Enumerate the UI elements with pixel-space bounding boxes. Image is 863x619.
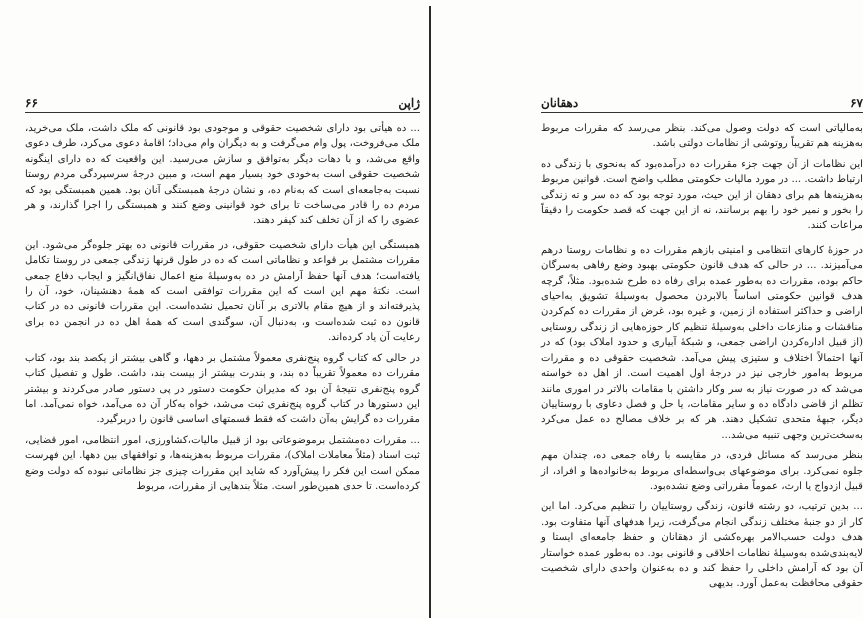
left-page-number: ۶۶: [25, 96, 38, 110]
right-paragraph-4: بنظر می‌رسد که مسائل فردی، در مقایسه با رفاه جمعی ده، چندان مهم جلوه نمی‌کرد. برای موضوعهای بی‌واسطه‌ای مربوط به‌خانواده‌ها و افراد، از قبیل ازدواج یا ارث، عموماً مقرراتی وضع نشده‌بود.: [541, 450, 863, 492]
left-running-head: [25, 92, 420, 113]
left-page: [25, 92, 420, 499]
page-gutter-divider: [429, 6, 431, 618]
right-body-text: [541, 121, 863, 592]
right-paragraph-1: به‌مالیاتی است که دولت وصول می‌کند. بنظر می‌رسد که مقررات مربوط به‌هزینه هم تقریباً روتوشی از نظامات دولتی باشد.: [541, 123, 863, 150]
left-body-text: [25, 121, 420, 494]
left-paragraph-1: ... ده هیأتی بود دارای شخصیت حقوقی و موجودی بود قانونی که ملک داشت، ملک می‌خرید، ملک می‌فروخت، پول وام می‌گرفت و به دیگران وام می‌داد؛ اقامهٔ دعوی می‌کرد، طرف دعوی واقع می‌شد، و با دهات دیگر به‌توافق و سازش می‌رسید. این واقعیت که ده دارای اینگونه شخصیت حقوقی است به‌خودی خود بسیار مهم است، و مبین درجهٔ سرسپردگی مردم روستا نسبت به‌جامعه‌ای است که به‌نام ده، و نشان درجهٔ همبستگی آنان بود. همین همبستگی بود که مردم ده را قادر می‌ساخت تا برای خود قوانینی وضع کنند و همبستگی را اجرا گذارند، و هر عضوی را که از آن تخلف کند کیفر دهند.: [25, 123, 420, 227]
right-page: [541, 92, 863, 597]
right-paragraph-2: این نظامات از آن جهت جزء مقررات ده درآمده‌بود که به‌نحوی با زندگی ده ارتباط داشت. ... در مورد مالیات حکومتی مطلب واضح است. قوانین مربوط به‌هزینه‌ها هم برای دهقان از این حیث، مورد توجه بود که ده سر و ته زندگی‌ را بخور و نمیر خود را بهم برسانند، نه از این جهت که قصد حکومت را دقیقاً مراعات کنند.: [541, 158, 863, 232]
right-running-title: دهقانان: [541, 96, 579, 110]
left-paragraph-2: همبستگی این هیأت دارای شخصیت حقوقی، در مقررات قانونی ده بهتر جلوه‌گر می‌شود. این مقررات مشتمل بر قواعد و نظاماتی است که ده در طول قرنها زندگی جمعی در روستا تکامل یافته‌است؛ هدف آنها حفظ آرامش در ده به‌وسیلهٔ منع اعمال نفاق‌انگیز و ایجاب دفاع جمعی است. نکتهٔ مهم این است که این مقررات توافقی است که همهٔ دهنشینان، خود، آن را پذیرفته‌اند و از هیچ مقام بالاتری بر آنان تحمیل نشده‌است. این مقررات قانونی ده در کتاب قانون ده ثبت شده‌است و، به‌دنبال آن، سوگندی است که همهٔ اهل ده در انجمن ده برای رعایت آن یاد کرده‌اند.: [25, 239, 420, 344]
right-page-number: ۶۷: [850, 96, 863, 110]
left-paragraph-4: ... مقررات ده‌مشتمل برموضوعاتی بود از قبیل مالیات،کشاورزی، امور انتظامی، امور قضایی، ثبت اسناد (مثلاً معاملات املاک)، مقررات مربوط به‌هزینه‌ها، و توافقهای بین دهها. این فهرست ممکن است این فکر را پیش‌آورد که شاید این مقررات چیزی جز نظاماتی نبوده که دولت وضع کرده‌است. تا حدی همین‌طور است. مثلاً بندهایی از مقررات، مربوط: [25, 434, 420, 492]
right-paragraph-3: در حوزهٔ کارهای انتظامی و امنیتی بازهم مقررات ده و نظامات روستا درهم می‌آمیزند. ... در حالی که هدف قانون حکومتی بهبود وضع رفاهی به‌سرگان حاکم بوده، مقررات ده به‌طور عمده برای رفاه ده طرح شده‌بود. مثلاً، گرچه هدف قوانین حکومتی اساساً بالابردن محصول به‌وسیلهٔ تشویق به‌احیای اراضی و حداکثر استفاده از زمین، و غیره بود، غرض از مقررات ده کم‌کردن مناقشات و منازعات داخلی به‌وسیلهٔ تنظیم کار حوزه‌هایی از زندگی روستایی (از قبیل اداره‌کردن اراضی جمعی، و شبکهٔ آبیاری و حدود املاک بود) که در آنها احتمالاً اختلاف و ستیزی پیش می‌آمد. شخصیت حقوقی ده و مقررات مربوط به‌امور خارجی نیز در درجهٔ اول اهمیت است. از اهل ده خواسته می‌شد که در صورت نیاز به سر وکار داشتن با مقامات بالاتر در اموری مانند تظلم از قاضی دادگاه ده و سایر مقامات، یا حل و فصل دعاوی با روستاییان دیگر، جبههٔ متحدی تشکیل دهند. هر که بر خلاف مصالح ده عمل می‌کرد به‌سخت‌ترین وجهی تنبیه می‌شد...: [541, 244, 863, 441]
left-paragraph-3: در حالی که کتاب گروه پنج‌نفری معمولاً مشتمل بر دهها، و گاهی بیشتر از یکصد بند بود، کتاب مقررات ده معمولاً تقریباً ده بند، و بندرت بیشتر از بیست بند، داشت. طول و تفصیل کتاب گروه پنج‌نفری نتیجهٔ آن بود که مدیران حکومت دستور در پی دستور صادر می‌کردند و بیشتر این دستورها در کتاب گروه پنج‌نفری ثبت می‌شد، خواه به‌کار آن ده می‌آمد، خواه نمی‌آمد. اما مقررات ده گرایش به‌آن داشت که فقط قسمتهای اساسی قانون را دربرگیرد.: [25, 352, 420, 426]
right-running-head: [541, 92, 863, 113]
left-running-title: ژاپن: [398, 96, 420, 110]
right-paragraph-5: ... بدین ترتیب، دو رشته قانون، زندگی روستاییان را تنظیم می‌کرد. اما این کار از دو جنبهٔ مختلف زندگی انجام می‌گرفت، زیرا هدفهای آنها متفاوت بود. هدف دولت حسب‌الامر بهره‌کشی از دهقانان و حفظ جامعه‌ای ایستا و لایه‌بندی‌شده به‌وسیلهٔ نظامات اخلاقی و قانونی بود. ده به‌طور عمده خواستار آن بود که آرامش داخلی را حفظ کند و ده به‌عنوان واحدی دارای شخصیت حقوقی محافظت به‌عمل آورد. بدیهی: [541, 501, 863, 590]
